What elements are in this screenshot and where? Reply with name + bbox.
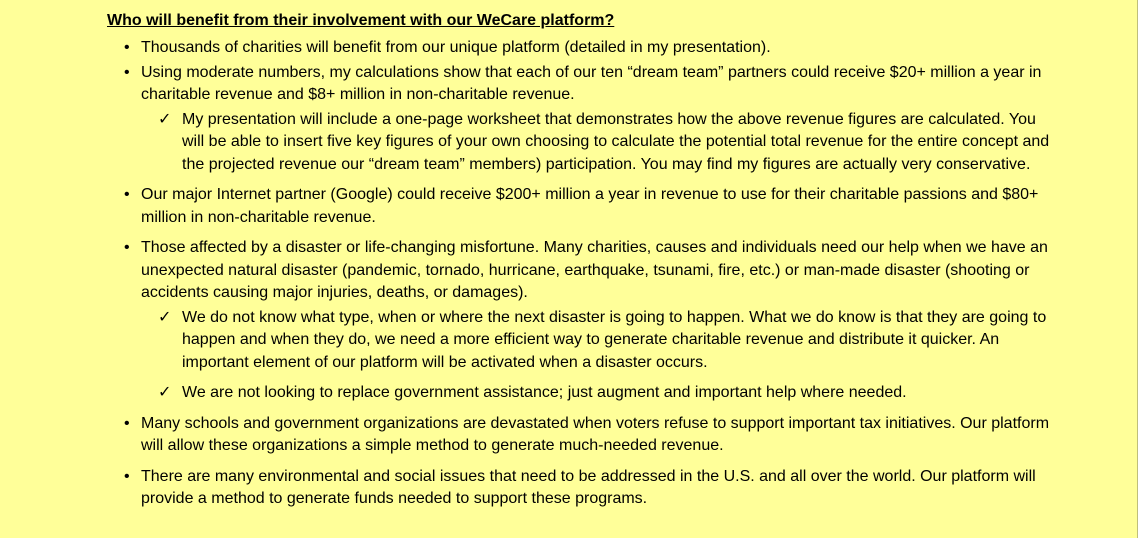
list-item-text: We are not looking to replace government assistance; just augment and important help where needed. — [182, 384, 907, 401]
bullet-marker: • — [124, 63, 130, 81]
list-item-internet-partner — [0, 184, 1061, 229]
sub-item-next-disaster — [0, 307, 1062, 375]
section-heading: Who will benefit from their involvement with our WeCare platform? — [107, 12, 615, 29]
list-item-text: Thousands of charities will benefit from our unique platform (detailed in my presentation). — [141, 39, 771, 56]
list-item-schools — [0, 413, 1061, 458]
bullet-marker: • — [124, 467, 130, 485]
list-item-text: Many schools and government organizations are devastated when voters refuse to support important tax initiatives. Our platform will allow these organizations a simple method to generate much-needed revenue. — [141, 414, 1050, 454]
sub-item-worksheet — [0, 109, 1062, 177]
list-item-text: We do not know what type, when or where the next disaster is going to happen. What we do know is that they are going to happen and when they do, we need a more efficient way to generate charitable revenue and distribute it quicker. An important element of our platform will be activated when a disaster occurs. — [182, 308, 1047, 371]
checkmark-icon: ✓ — [158, 308, 172, 326]
checkmark-icon: ✓ — [158, 384, 172, 401]
list-item-disaster — [0, 237, 1061, 305]
list-item-dream-team — [0, 62, 1061, 107]
bullet-marker: • — [124, 186, 130, 203]
list-item-text: Those affected by a disaster or life-changing misfortune. Many charities, causes and individuals need our help when we have an unexpected natural disaster (pandemic, tornado, hurricane, earthquake, tsunami, fire, etc.) or man-made disaster (shooting or accidents causing major injuries, deaths, or damages). — [141, 239, 1048, 301]
list-item-text: Our major Internet partner (Google) could receive $200+ million a year in revenue to use for their charitable passions and $80+ million in non-charitable revenue. — [141, 186, 1039, 226]
sub-item-government — [0, 382, 1062, 405]
list-item-charities — [0, 37, 1061, 60]
checkmark-icon: ✓ — [158, 110, 172, 128]
list-item-text: There are many environmental and social issues that need to be addressed in the U.S. and all over the world. Our platform will provide a method to generate funds needed to support these programs. — [141, 467, 1036, 507]
bullet-marker: • — [124, 39, 130, 56]
list-item-text: My presentation will include a one-page worksheet that demonstrates how the above revenue figures are calculated. You will be able to insert five key figures of your own choosing to calculate the potential total revenue for the entire concept and the projected revenue our “dream team” members) participation. You may find my figures are actually very conservative. — [182, 110, 1050, 173]
benefit-list — [0, 37, 1138, 511]
bullet-marker: • — [124, 414, 130, 432]
list-item-text: Using moderate numbers, my calculations show that each of our ten “dream team” partners could receive $20+ million a year in charitable revenue and $8+ million in non-charitable revenue. — [141, 63, 1042, 103]
bullet-marker: • — [124, 239, 130, 256]
list-item-environment — [0, 466, 1061, 511]
